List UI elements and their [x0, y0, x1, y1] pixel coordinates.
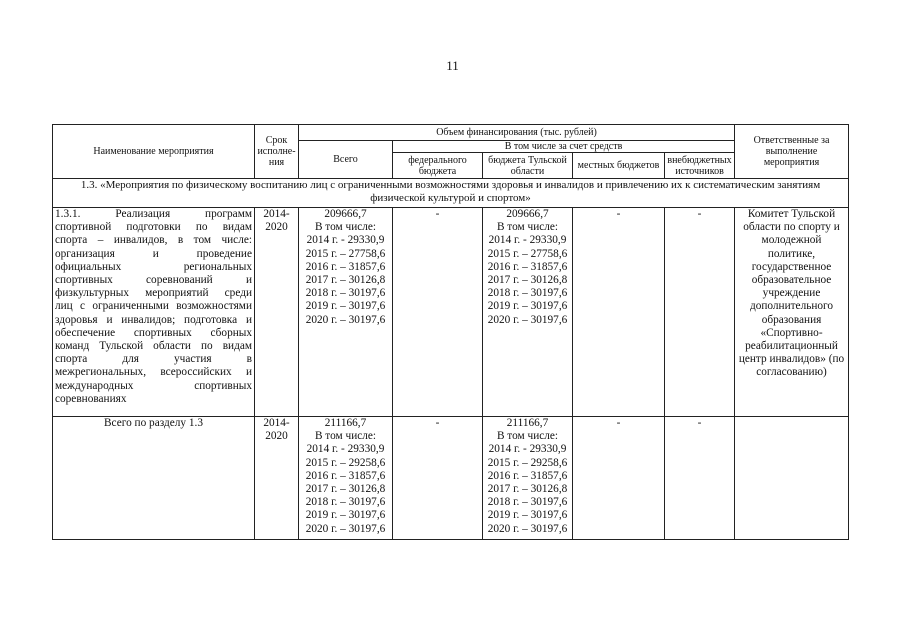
- row-1-total-year: 2018 г. – 30197,6: [305, 287, 386, 300]
- row-2-regional-year: 2016 г. – 31857,6: [487, 469, 568, 482]
- row-2-total-year: 2017 г. – 30126,8: [305, 483, 386, 496]
- row-2-regional-year: 2020 г. – 30197,6: [487, 522, 568, 535]
- row-2-regional-year: 2019 г. – 30197,6: [487, 509, 568, 522]
- row-1-total-year: 2020 г. – 30197,6: [305, 313, 386, 326]
- row-1-total-year: 2017 г. – 30126,8: [305, 274, 386, 287]
- row-1-regional-year: 2014 г. - 29330,9: [488, 234, 567, 247]
- row-2-regional-year: 2015 г. – 29258,6: [487, 456, 568, 469]
- row-1-regional-year: 2016 г. – 31857,6: [487, 260, 568, 273]
- row-1-name-line: официальных региональных: [55, 260, 252, 273]
- row-2-regional-year: 2018 г. – 30197,6: [487, 496, 568, 509]
- row-1-regional-value: 209666,7: [506, 208, 549, 220]
- row-2-regional-including: В том числе:: [496, 430, 559, 443]
- row-1-regional: [483, 208, 573, 417]
- header-regional: бюджета Тульской области: [483, 153, 573, 179]
- row-1-name-line: спорта для участия в: [55, 353, 252, 366]
- row-1-federal: -: [393, 208, 483, 417]
- row-2-extrabudget: -: [665, 417, 735, 540]
- row-1-name-line: физкультурных мероприятий среди: [55, 287, 252, 300]
- row-2-total-year: 2016 г. – 31857,6: [305, 469, 386, 482]
- section-title: 1.3. «Мероприятия по физическому воспитанию лиц с ограниченными возможностями здоровья и инвалидов и привлечению их к систематическим занятиям физической культурой и спортом»: [53, 179, 849, 208]
- row-1-term: 2014-2020: [255, 208, 299, 417]
- header-total: Всего: [299, 141, 393, 179]
- row-1-total-value: 209666,7: [324, 208, 367, 220]
- page-number: 11: [446, 58, 459, 73]
- row-2-total-including: В том числе:: [314, 430, 377, 443]
- row-2-regional: [483, 417, 573, 540]
- row-1-extrabudget: -: [665, 208, 735, 417]
- row-2-total-year: 2015 г. – 29258,6: [305, 456, 386, 469]
- row-1-total-year: 2014 г. - 29330,9: [306, 234, 385, 247]
- row-2-total-value: 211166,7: [324, 417, 367, 429]
- row-1-name-line: межрегиональных, всероссийских и: [55, 366, 252, 379]
- row-2-total-year: 2019 г. – 30197,6: [305, 509, 386, 522]
- header-responsible: Ответственные за выполнение мероприятия: [735, 125, 849, 179]
- row-2-total-year: 2020 г. – 30197,6: [305, 522, 386, 535]
- row-1-regional-year: 2017 г. – 30126,8: [487, 274, 568, 287]
- row-1-regional-year: 2020 г. – 30197,6: [487, 313, 568, 326]
- row-2-regional-year: 2014 г. - 29330,9: [488, 443, 567, 456]
- row-1-name-line: организация и проведение: [55, 247, 252, 260]
- row-1-total-year: 2015 г. – 27758,6: [305, 247, 386, 260]
- row-1-name-line: 1.3.1. Реализация программ: [55, 208, 252, 220]
- row-2-total-year: 2018 г. – 30197,6: [305, 496, 386, 509]
- header-funding-volume: Объем финансирования (тыс. рублей): [299, 125, 735, 141]
- row-2-local: -: [573, 417, 665, 540]
- row-1-name-line: спортивных соревнований и: [55, 274, 252, 287]
- row-1-regional-including: В том числе:: [496, 221, 559, 234]
- row-2-responsible: [735, 417, 849, 540]
- row-2-federal: -: [393, 417, 483, 540]
- row-1-total-year: 2019 г. – 30197,6: [305, 300, 386, 313]
- row-1-name-line: лиц с ограниченными возможностями: [55, 300, 252, 313]
- row-1-name-line: команд Тульской области по видам: [55, 340, 252, 353]
- header-name: Наименование мероприятия: [53, 125, 255, 179]
- row-1-local: -: [573, 208, 665, 417]
- row-1-regional-year: 2018 г. – 30197,6: [487, 287, 568, 300]
- row-1-regional-year: 2019 г. – 30197,6: [487, 300, 568, 313]
- row-1-total: [299, 208, 393, 417]
- row-1-total-year: 2016 г. – 31857,6: [305, 260, 386, 273]
- row-2-regional-year: 2017 г. – 30126,8: [487, 483, 568, 496]
- row-2-regional-value: 211166,7: [506, 417, 549, 429]
- header-extrabudget: внебюджетных источников: [665, 153, 735, 179]
- row-2-total: [299, 417, 393, 540]
- row-1-responsible: Комитет Тульской области по спорту и молодежной политике, государственное образовательное учреждение дополнительного образования «Спортивно-реабилитационный центр инвалидов» (по согласованию): [735, 208, 849, 417]
- row-1-total-including: В том числе:: [314, 221, 377, 234]
- row-1-name: [53, 208, 255, 417]
- row-1-name-line: спортивной подготовки по видам: [55, 221, 252, 234]
- row-1-name-line: обеспечение спортивных сборных: [55, 326, 252, 339]
- row-2-total-year: 2014 г. - 29330,9: [306, 443, 385, 456]
- header-term: Срок исполне-ния: [255, 125, 299, 179]
- row-1-name-line: международных спортивных: [55, 379, 252, 392]
- header-local: местных бюджетов: [573, 153, 665, 179]
- row-2-name: Всего по разделу 1.3: [53, 417, 255, 540]
- row-1-name-line: соревнованиях: [55, 392, 127, 405]
- row-1-regional-year: 2015 г. – 27758,6: [487, 247, 568, 260]
- row-2-term: 2014-2020: [255, 417, 299, 540]
- row-1-name-line: здоровья и инвалидов; подготовка и: [55, 313, 252, 326]
- financing-table: [52, 124, 849, 540]
- row-1-name-line: спорта – инвалидов, в том числе:: [55, 234, 252, 247]
- header-including-sources: В том числе за счет средств: [393, 141, 735, 153]
- header-federal: федерального бюджета: [393, 153, 483, 179]
